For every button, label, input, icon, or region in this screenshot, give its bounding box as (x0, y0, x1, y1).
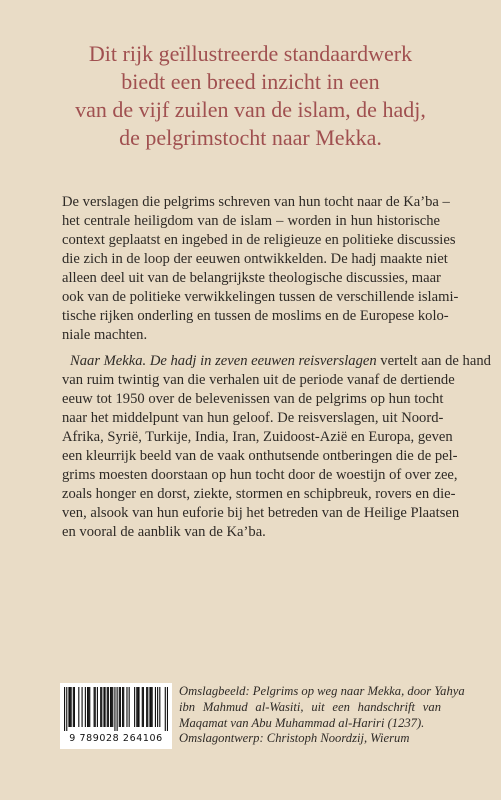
isbn-barcode (60, 683, 172, 749)
barcode-bar (108, 687, 109, 727)
credits-line: Omslagontwerp: Christoph Noordzij, Wierum (179, 731, 410, 746)
barcode-bar (101, 687, 102, 727)
barcode-bar (111, 687, 112, 727)
barcode-bar (150, 687, 151, 727)
barcode-bar (137, 687, 138, 727)
barcode-bar (165, 687, 166, 731)
tagline (0, 40, 501, 152)
paragraph-1-line: het centrale heiligdom van de islam – worden in hun historische (62, 213, 440, 229)
paragraph-1-line: ook van de politieke verwikkelingen tussen de verschillende islami- (62, 289, 459, 305)
paragraph-1-line: alleen deel uit van de belangrijkste theologische discussies, maar (62, 270, 441, 286)
paragraph-2-line: grims moesten doorstaan op hun tocht door de woestijn of over zee, (62, 467, 458, 483)
barcode-bar (129, 687, 130, 727)
barcode-bar (89, 687, 90, 727)
barcode-bar (105, 687, 106, 727)
barcode-bar (78, 687, 79, 727)
barcode-bar (74, 687, 75, 727)
tagline-line: Dit rijk geïllustreerde standaardwerk (88, 41, 413, 66)
paragraph-2-first-rest: vertelt aan de hand (376, 353, 491, 369)
credits-line: Omslagbeeld: Pelgrims op weg naar Mekka, door Yahya (179, 684, 465, 698)
tagline-line: de pelgrimstocht naar Mekka. (119, 125, 382, 150)
paragraph-2-line: zoals honger en dorst, ziekte, stormen en schipbreuk, rovers en die- (62, 486, 456, 502)
barcode-bar (117, 687, 118, 731)
barcode-bar (100, 687, 101, 727)
barcode-bar (159, 687, 160, 727)
barcode-bar (97, 687, 98, 727)
credits-line: ibn Mahmud al-Wasiti, uit een handschrift van (179, 699, 441, 714)
barcode-bar (85, 687, 86, 727)
paragraph-2-line: van ruim twintig van die verhalen uit de periode vanaf de dertiende (62, 372, 455, 388)
barcode-bar (134, 687, 135, 727)
tagline-line: van de vijf zuilen van de islam, de hadj, (75, 97, 426, 122)
barcode-bar (138, 687, 139, 727)
barcode-bar (149, 687, 150, 727)
book-title: Naar Mekka. De hadj in zeven eeuwen reisverslagen (70, 353, 377, 369)
barcode-bars (64, 687, 168, 731)
paragraph-2-line: ven, alsook van hun euforie bij het betreden van de Heilige Plaatsen (62, 505, 460, 521)
paragraph-1-line: die zich in de loop der eeuwen ontwikkelden. De hadj maakte niet (62, 251, 448, 267)
paragraph-2-first-line (62, 352, 491, 371)
barcode-bar (143, 687, 144, 727)
barcode-bar (126, 687, 127, 727)
paragraph-1-line: De verslagen die pelgrims schreven van hun tocht naar de Ka’ba – (62, 194, 450, 210)
barcode-bar (68, 687, 69, 727)
paragraph-1-line: context geplaatst en ingebed in de religieuze en politieke discussies (62, 232, 456, 248)
tagline-line: biedt een breed inzicht in een (121, 69, 380, 94)
credits-line: Maqamat van Abu Muhammad al-Hariri (1237). (179, 715, 425, 730)
paragraph-2-line: en vooral de aanblik van de Ka’ba. (62, 524, 266, 540)
barcode-bar (152, 687, 153, 727)
barcode-bar (120, 687, 121, 727)
barcode-number: 9 789028 264106 (69, 733, 163, 744)
barcode-bar (94, 687, 95, 727)
cover-credits (179, 684, 465, 747)
barcode-bar (157, 687, 158, 727)
paragraph-2-line: Afrika, Syrië, Turkije, India, Iran, Zuidoost-Azië en Europa, geven (62, 429, 453, 445)
barcode-bar (136, 687, 137, 727)
barcode-bar (73, 687, 74, 727)
barcode-bar (147, 687, 148, 727)
barcode-bar (112, 687, 113, 727)
barcode-bar (64, 687, 65, 731)
barcode-bar (69, 687, 70, 727)
barcode-bar (167, 687, 168, 731)
barcode-bar (87, 687, 88, 727)
barcode-bar (142, 687, 143, 727)
barcode-bar (82, 687, 83, 727)
barcode-bar (110, 687, 111, 727)
barcode-bar (88, 687, 89, 727)
paragraph-2-line: eeuw tot 1950 over de belevenissen van de pelgrims op hun tocht (62, 391, 444, 407)
barcode-bar (66, 687, 67, 731)
barcode-bar (123, 687, 124, 727)
description (62, 193, 491, 542)
barcode-bar (95, 687, 96, 727)
barcode-bar (107, 687, 108, 727)
barcode-bar (122, 687, 123, 727)
barcode-bar (71, 687, 72, 727)
paragraph-2-line: naar het middelpunt van hun geloof. De reisverslagen, uit Noord- (62, 410, 444, 426)
barcode-bar (119, 687, 120, 727)
barcode-bar (103, 687, 104, 727)
barcode-bar (146, 687, 147, 727)
paragraph-2-line: een kleurrijk beeld van de vaak onthutsende ontberingen die de pel- (62, 448, 458, 464)
barcode-bar (114, 687, 115, 731)
barcode-bar (155, 687, 156, 727)
paragraph-1-line: tische rijken onderling en tussen de moslims en de Europese kolo- (62, 308, 449, 324)
paragraph-1-line: niale machten. (62, 327, 148, 343)
